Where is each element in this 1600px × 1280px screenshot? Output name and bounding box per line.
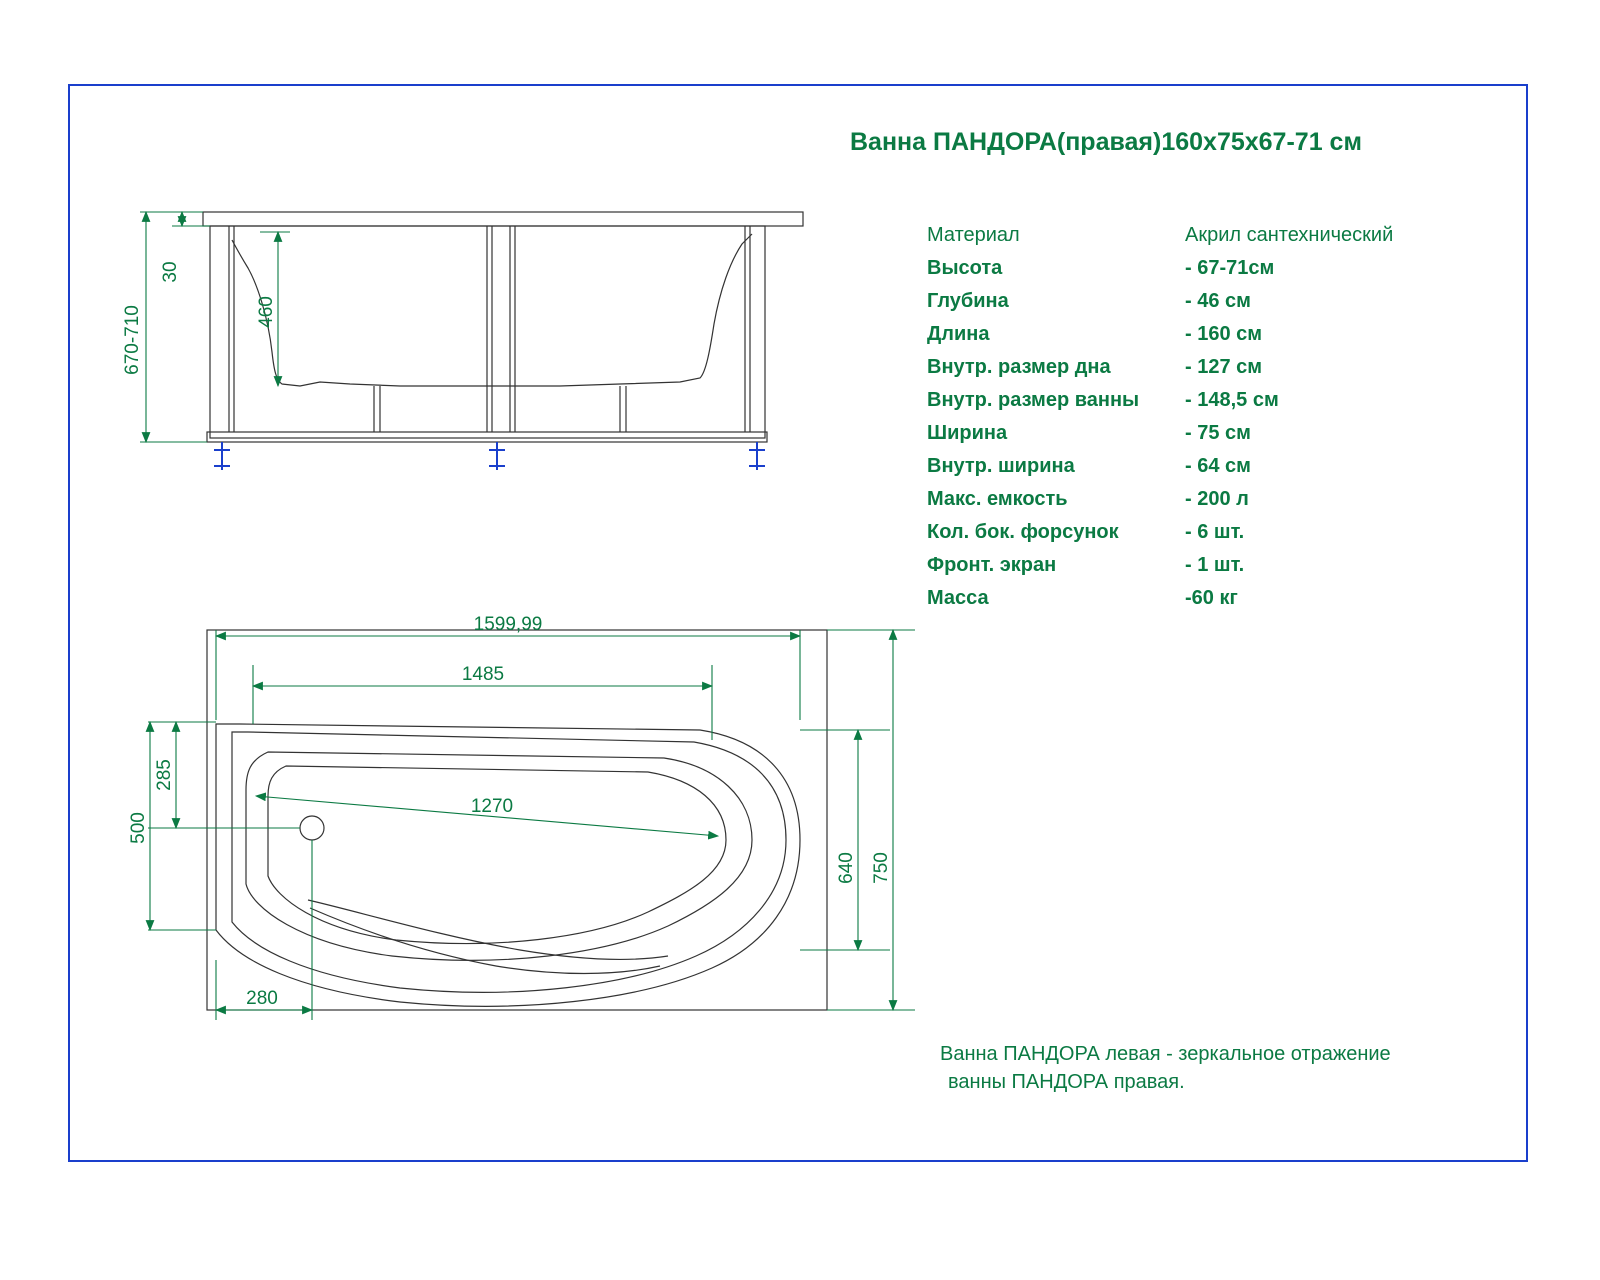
- spec-label: Кол. бок. форсунок: [927, 521, 1119, 543]
- spec-value: - 6 шт.: [1185, 521, 1245, 543]
- dim-front-rim: 30: [160, 261, 181, 283]
- spec-row-inner-length: [927, 389, 1447, 422]
- spec-row-length: [927, 323, 1447, 356]
- spec-label: Внутр. ширина: [927, 455, 1075, 477]
- mirror-note: [940, 1040, 1520, 1096]
- dim-front-total-height: 670-710: [122, 305, 143, 375]
- spec-label: Фронт. экран: [927, 554, 1057, 576]
- spec-value: - 67-71см: [1185, 257, 1275, 279]
- dim-front-depth: 460: [256, 296, 277, 328]
- spec-label: Макс. емкость: [927, 488, 1068, 510]
- spec-value: - 1 шт.: [1185, 554, 1245, 576]
- spec-row-material: [927, 224, 1447, 257]
- spec-value: - 160 см: [1185, 323, 1263, 345]
- spec-value: - 200 л: [1185, 488, 1249, 510]
- spec-row-front-panel: [927, 554, 1447, 587]
- spec-row-height: [927, 257, 1447, 290]
- spec-row-inner-bottom: [927, 356, 1447, 389]
- dim-top-inner-width: 640: [836, 852, 857, 884]
- spec-label: Длина: [927, 323, 990, 345]
- spec-value: - 127 см: [1185, 356, 1263, 378]
- spec-label: Ширина: [927, 422, 1008, 444]
- spec-row-width: [927, 422, 1447, 455]
- spec-label: Внутр. размер ванны: [927, 389, 1140, 411]
- spec-value: - 46 см: [1185, 290, 1251, 312]
- spec-row-inner-width: [927, 455, 1447, 488]
- spec-row-capacity: [927, 488, 1447, 521]
- spec-label: Материал: [927, 224, 1020, 246]
- page-title: Ванна ПАНДОРА(правая)160х75х67-71 см: [850, 128, 1362, 156]
- spec-row-depth: [927, 290, 1447, 323]
- dim-top-width: 750: [871, 852, 892, 884]
- mirror-note-line2: ванны ПАНДОРА правая.: [948, 1071, 1185, 1093]
- spec-value: - 64 см: [1185, 455, 1251, 477]
- spec-label: Внутр. размер дна: [927, 356, 1111, 378]
- specifications-table: [927, 224, 1447, 620]
- dim-top-280: 280: [246, 988, 278, 1009]
- dim-top-500: 500: [128, 812, 149, 844]
- spec-label: Масса: [927, 587, 989, 609]
- spec-label: Высота: [927, 257, 1003, 279]
- spec-value: Акрил сантехнический: [1185, 224, 1394, 246]
- spec-row-mass: [927, 587, 1447, 620]
- dim-top-bottom-length: 1270: [470, 796, 514, 817]
- spec-row-jets: [927, 521, 1447, 554]
- spec-value: - 148,5 см: [1185, 389, 1279, 411]
- spec-value: - 75 см: [1185, 422, 1251, 444]
- dim-top-inner-length: 1485: [461, 664, 505, 685]
- dim-top-285: 285: [154, 759, 175, 791]
- mirror-note-line1: Ванна ПАНДОРА левая - зеркальное отражение: [940, 1043, 1391, 1065]
- spec-value: -60 кг: [1185, 587, 1238, 609]
- dim-top-overall-length: 1599,99: [473, 614, 543, 635]
- spec-label: Глубина: [927, 290, 1009, 312]
